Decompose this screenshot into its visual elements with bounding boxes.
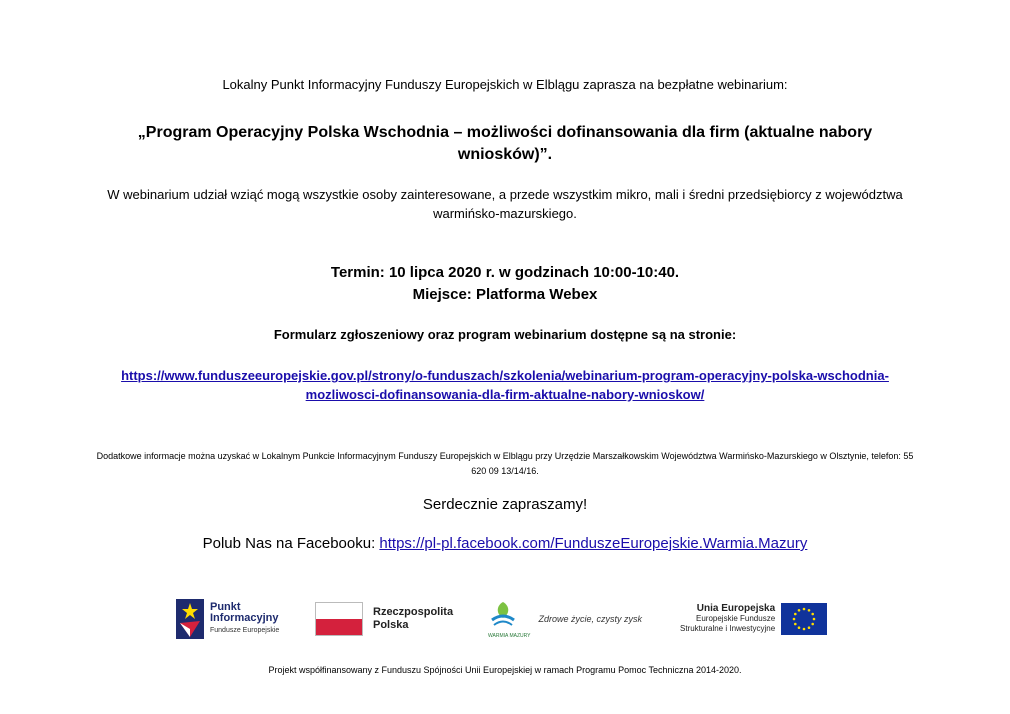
event-details bbox=[0, 262, 1010, 306]
registration-link-container bbox=[90, 366, 920, 404]
punkt-text bbox=[210, 602, 279, 636]
rp-line1: Rzeczpospolita bbox=[373, 606, 454, 618]
ue-text bbox=[680, 604, 775, 634]
facebook-label: Polub Nas na Facebooku: bbox=[202, 535, 380, 552]
punkt-line1: Punkt bbox=[210, 601, 241, 613]
punkt-informacyjny-logo bbox=[176, 596, 279, 642]
wm-small-text: WARMIA MAZURY bbox=[488, 632, 531, 639]
invite-text: Serdecznie zapraszamy! bbox=[422, 496, 588, 513]
rp-text bbox=[373, 606, 453, 632]
warmia-mazury-logo bbox=[488, 596, 642, 642]
webinar-title: „Program Operacyjny Polska Wschodnia – możliwości dofinansowania dla firm (aktualne nabory wniosków)”. bbox=[137, 124, 873, 163]
ue-line3: Strukturalne i Inwestycyjne bbox=[680, 624, 776, 633]
eu-flag-icon bbox=[781, 603, 827, 635]
wm-slogan: Zdrowe życie, czysty zysk bbox=[538, 614, 643, 624]
ue-line2: Europejskie Fundusze bbox=[696, 614, 776, 623]
polish-flag-icon bbox=[315, 602, 363, 636]
fundusze-europejskie-icon bbox=[176, 599, 204, 639]
logo-strip bbox=[0, 596, 1010, 642]
intro-text: Lokalny Punkt Informacyjny Funduszy Europejskich w Elblągu zaprasza na bezpłatne webinarium: bbox=[222, 77, 788, 92]
punkt-line2: Informacyjny bbox=[210, 612, 279, 624]
event-place: Miejsce: Platforma Webex bbox=[412, 286, 598, 303]
registration-link[interactable]: https://www.funduszeeuropejskie.gov.pl/strony/o-funduszach/szkolenia/webinarium-program-operacyjny-polska-wschodnia-mozliwosci-dofinansowania-dla-firm-aktualne-nabory-wnioskow/ bbox=[121, 368, 889, 402]
warmia-mazury-icon bbox=[488, 600, 518, 628]
facebook-line bbox=[0, 535, 1010, 552]
warmia-mazury-mark bbox=[488, 600, 531, 639]
facebook-link[interactable]: https://pl-pl.facebook.com/FunduszeEuropejskie.Warmia.Mazury bbox=[379, 535, 808, 552]
unia-europejska-logo bbox=[680, 596, 827, 642]
rp-line2: Polska bbox=[373, 619, 409, 631]
event-date: Termin: 10 lipca 2020 r. w godzinach 10:00-10:40. bbox=[330, 264, 680, 281]
ue-line1: Unia Europejska bbox=[696, 603, 776, 614]
rzeczpospolita-logo bbox=[315, 596, 453, 642]
punkt-sub: Fundusze Europejskie bbox=[210, 627, 280, 634]
footer-note: Projekt współfinansowany z Funduszu Spójności Unii Europejskiej w ramach Programu Pomoc Techniczna 2014-2020. bbox=[268, 665, 742, 675]
webinar-description: W webinarium udział wziąć mogą wszystkie osoby zainteresowane, a przede wszystkim mikro, mali i średni przedsiębiorcy z województwa warmińsko-mazurskiego. bbox=[107, 187, 903, 221]
extra-info: Dodatkowe informacje można uzyskać w Lokalnym Punkcie Informacyjnym Funduszy Europejskich w Elblągu przy Urzędzie Marszałkowskim Województwa Warmińsko-Mazurskiego w Olsztynie, telefon: 55 620 09 13/14/16. bbox=[96, 451, 914, 476]
form-info: Formularz zgłoszeniowy oraz program webinarium dostępne są na stronie: bbox=[273, 327, 737, 342]
